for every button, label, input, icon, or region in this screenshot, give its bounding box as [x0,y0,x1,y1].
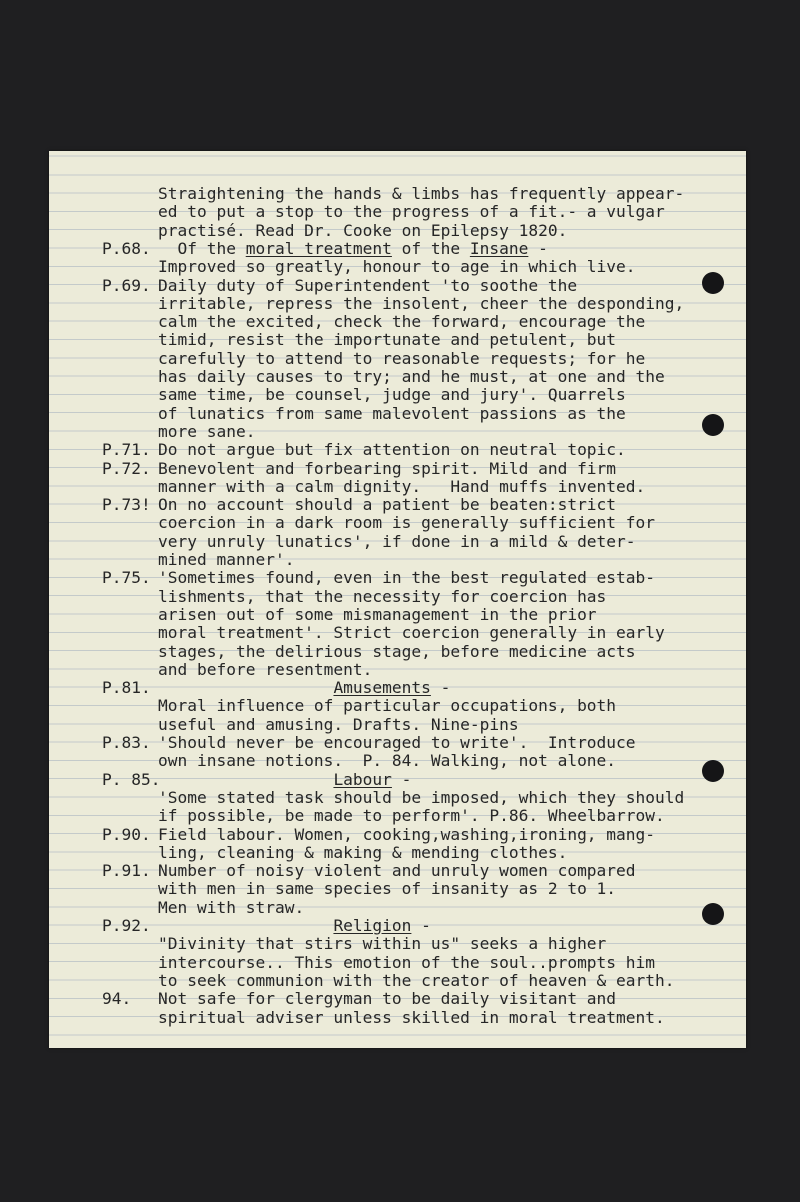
page-reference: P.92. [102,916,151,935]
line-text-part: - [430,678,451,698]
line-text: timid, resist the importunate and petulent, but [158,330,617,350]
line-text: with men in same species of insanity as 2 to 1. [158,879,617,899]
line-text-part: - [528,238,548,258]
line-text-part: Of the [158,238,246,258]
text-line [49,295,746,313]
punch-hole [702,414,724,436]
underlined-heading: moral treatment [245,238,392,258]
text-line [49,386,746,404]
line-text: Improved so greatly, honour to age in which live. [158,257,636,277]
line-text: Benevolent and forbearing spirit. Mild and firm [158,458,617,478]
underlined-heading: Religion [333,916,412,935]
line-text: mined manner'. [158,550,295,569]
text-line [49,368,746,386]
text-line [49,734,746,752]
line-text-part [158,916,333,935]
text-line [49,350,746,368]
page-reference: P.75. [102,568,151,588]
text-line [49,643,746,661]
punch-hole [702,272,724,294]
page-reference: 94. [102,989,132,1009]
line-text: irritable, repress the insolent, cheer the desponding, [158,293,685,313]
line-text: intercourse.. This emotion of the soul..prompts him [158,952,656,972]
page-reference: P.81. [102,678,151,698]
text-line [49,697,746,715]
line-text: if possible, be made to perform'. P.86. Wheelbarrow. [158,806,665,826]
line-text: "Divinity that stirs within us" seeks a higher [158,934,607,954]
line-text: Do not argue but fix attention on neutral topic. [158,440,626,460]
line-text: carefully to attend to reasonable requests; for he [158,348,646,368]
text-line [49,917,746,935]
text-line [49,277,746,295]
line-text: and before resentment. [158,659,373,679]
line-text: Number of noisy violent and unruly women compared [158,861,636,881]
text-line [49,423,746,441]
text-line [49,624,746,642]
line-text: of lunatics from same malevolent passions as the [158,403,626,423]
heading-line [158,771,411,789]
underlined-heading: Amusements [333,678,431,698]
text-line [49,533,746,551]
text-line [49,862,746,880]
text-line [49,478,746,496]
line-text: On no account should a patient be beaten:strict [158,495,617,515]
line-text: calm the excited, check the forward, encourage the [158,312,646,332]
line-text: 'Should never be encouraged to write'. Introduce [158,733,636,752]
page-reference: P.69. [102,275,151,295]
text-line [49,606,746,624]
text-line [49,331,746,349]
line-text-part: - [411,916,431,935]
text-line [49,313,746,331]
line-text: stages, the delirious stage, before medicine acts [158,641,636,661]
text-line [49,551,746,569]
line-text: moral treatment'. Strict coercion generally in early [158,623,665,643]
text-line [49,844,746,862]
typed-page [49,151,746,1048]
underlined-heading: Labour [333,769,392,789]
line-text: ed to put a stop to the progress of a fit.- a vulgar [158,202,665,222]
text-line [49,569,746,587]
line-text: own insane notions. P. 84. Walking, not alone. [158,751,617,771]
line-text: same time, be counsel, judge and jury'. Quarrels [158,385,626,405]
line-text: very unruly lunatics', if done in a mild & deter- [158,531,636,551]
text-line [49,514,746,532]
text-line [49,222,746,240]
text-line [49,240,746,258]
line-text: lishments, that the necessity for coercion has [158,586,607,606]
text-line [49,807,746,825]
punch-hole [702,760,724,782]
page-reference: P.73! [102,495,151,515]
underlined-heading: Insane [469,238,529,258]
page-reference: P. 85. [102,769,161,789]
line-text: 'Sometimes found, even in the best regulated estab- [158,568,656,588]
punch-hole [702,903,724,925]
text-line [49,661,746,679]
text-line [49,441,746,459]
text-line [49,716,746,734]
text-line [49,185,746,203]
line-text: manner with a calm dignity. Hand muffs invented. [158,476,646,496]
text-line [49,954,746,972]
line-text: practisé. Read Dr. Cooke on Epilepsy 1820. [158,220,568,240]
page-reference: P.71. [102,440,151,460]
line-text: arisen out of some mismanagement in the prior [158,604,597,624]
line-text-part: - [391,769,412,789]
page-reference: P.91. [102,861,151,881]
text-line [49,990,746,1008]
line-text-part: of the [391,238,470,258]
line-text: spiritual adviser unless skilled in moral treatment. [158,1007,665,1027]
page-reference: P.68. [102,238,151,258]
text-line [49,460,746,478]
line-text: ling, cleaning & making & mending clothes. [158,842,568,862]
line-text: more sane. [158,421,256,441]
line-text: to seek communion with the creator of heaven & earth. [158,970,675,990]
page-reference: P.72. [102,458,151,478]
page-reference: P.90. [102,824,151,844]
text-line [49,258,746,276]
text-line [49,588,746,606]
line-text: 'Some stated task should be imposed, which they should [158,787,685,807]
line-text: Moral influence of particular occupations, both [158,696,617,716]
line-text: has daily causes to try; and he must, at one and the [158,367,665,386]
page-reference: P.83. [102,733,151,752]
line-text: Straightening the hands & limbs has frequently appear- [158,184,685,203]
text-line [49,826,746,844]
text-line [49,880,746,898]
text-line [49,899,746,917]
text-line [49,1009,746,1027]
text-line [49,496,746,514]
heading-line [158,679,450,697]
line-text: useful and amusing. Drafts. Nine-pins [158,714,519,734]
heading-line [158,240,548,258]
text-line [49,752,746,770]
line-text: coercion in a dark room is generally sufficient for [158,513,656,533]
line-text-part [158,770,333,789]
line-text: Field labour. Women, cooking,washing,ironing, mang- [158,824,656,844]
line-text: Men with straw. [158,897,305,917]
text-line [49,405,746,423]
text-line [49,771,746,789]
text-line [49,972,746,990]
line-text-part [158,678,333,697]
text-line [49,789,746,807]
text-line [49,679,746,697]
text-line [49,935,746,953]
line-text: Not safe for clergyman to be daily visitant and [158,989,617,1009]
line-text: Daily duty of Superintendent 'to soothe the [158,275,578,295]
text-line [49,203,746,221]
heading-line [158,917,431,935]
